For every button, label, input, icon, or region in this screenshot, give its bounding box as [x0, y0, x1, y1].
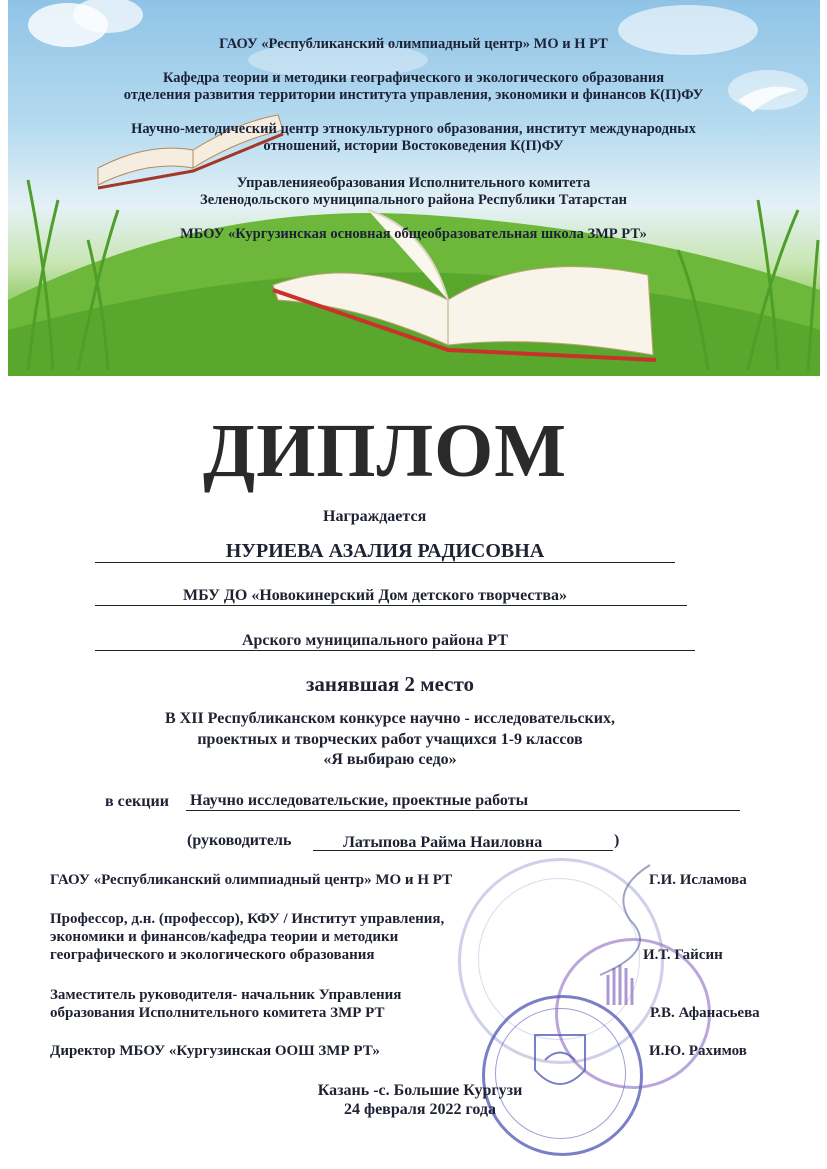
header-line-6: Управленияеобразования Исполнительного комитета [236, 175, 591, 191]
awarded-label: Награждается [323, 508, 427, 525]
signature-org-3-line-2: образования Исполнительного комитета ЗМР РТ [50, 1005, 385, 1021]
supervisor-suffix: ) [614, 832, 620, 849]
header-line-5: отношений, истории Востоковедения К(П)ФУ [263, 138, 564, 154]
district-name: Арского муниципального района РТ [241, 632, 509, 649]
signature-name-4: И.Ю. Рахимов [649, 1043, 747, 1059]
header-line-4: Научно-методический центр этнокультурного образования, институт международных [131, 121, 696, 137]
signature-name-1: Г.И. Исламова [649, 872, 747, 888]
signature-org-1: ГАОУ «Республиканский олимпиадный центр» МО и Н РТ [50, 872, 453, 888]
header-line-7: Зеленодольского муниципального района Республики Татарстан [200, 192, 627, 208]
place-text: занявшая 2 место [305, 672, 475, 696]
signature-org-2-line-3: географического и экологического образования [50, 947, 375, 963]
header-line-2: Кафедра теории и методики географического и экологического образования [162, 70, 665, 86]
contest-line-2: проектных и творческих работ учащихся 1-9 классов [197, 731, 583, 748]
supervisor-name: Латыпова Райма Наиловна [343, 834, 543, 851]
header-line-1: ГАОУ «Республиканский олимпиадный центр» МО и Н РТ [219, 36, 608, 52]
footer-date: 24 февраля 2022 года [344, 1101, 496, 1118]
contest-line-3: «Я выбираю седо» [323, 751, 457, 768]
supervisor-prefix: (руководитель [187, 832, 292, 849]
institution-underline [95, 605, 687, 606]
section-value: Научно исследовательские, проектные работы [190, 792, 529, 809]
section-label: в секции [105, 793, 169, 810]
signature-org-4: Директор МБОУ «Кургузинская ООШ ЗМР РТ» [50, 1043, 380, 1059]
recipient-name: НУРИЕВА АЗАЛИЯ РАДИСОВНА [225, 540, 545, 562]
diploma-title: ДИПЛОМ [203, 409, 567, 493]
header-line-3: отделения развития территории института управления, экономики и финансов К(П)ФУ [123, 87, 704, 103]
header-line-8: МБОУ «Кургузинская основная общеобразовательная школа ЗМР РТ» [180, 226, 647, 242]
institution-name: МБУ ДО «Новокинерский Дом детского творчества» [183, 587, 567, 604]
district-underline [95, 650, 695, 651]
signature-org-3-line-1: Заместитель руководителя- начальник Управления [50, 987, 402, 1003]
contest-line-1: В XII Республиканском конкурсе научно - исследовательских, [165, 710, 615, 727]
section-underline [186, 810, 740, 811]
signature-name-3: Р.В. Афанасьева [650, 1005, 760, 1021]
footer-place: Казань -с. Большие Кургузи [317, 1082, 523, 1099]
signature-org-2-line-1: Профессор, д.н. (профессор), КФУ / Институт управления, [50, 911, 445, 927]
signature-name-2: И.Т. Гайсин [643, 947, 723, 963]
signature-org-2-line-2: экономики и финансов/кафедра теории и методики [50, 929, 399, 945]
